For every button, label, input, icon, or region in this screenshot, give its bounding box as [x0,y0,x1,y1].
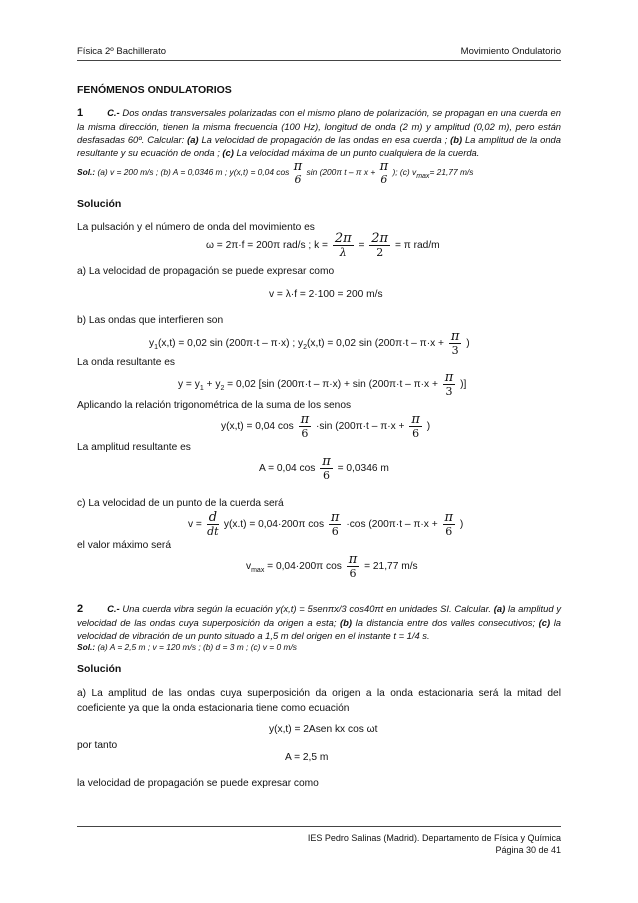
equation-text: (x,t) = 0,02 sin (200π·t – π·x + [307,338,444,350]
solution-text: c) La velocidad de un punto de la cuerda será [77,498,284,509]
equation-trig [221,413,430,440]
equation-text: ω = 2π·f = 200π rad/s ; k = [206,240,328,252]
answers-text: (a) v = 200 m/s ; (b) A = 0,0346 m ; y(x,t) = 0,04 cos [95,167,290,178]
denominator: dt [207,525,219,538]
denominator: 3 [451,344,459,357]
solution-text: a) La velocidad de propagación se puede expresar como [77,266,335,277]
equation-text: ) [466,338,470,350]
equation-text: y = y [178,379,200,391]
solution-text: La amplitud resultante es [77,442,191,453]
answers-label: Sol.: [77,642,96,652]
fraction [409,413,422,440]
solution-heading-1: Solución [77,198,122,210]
equation-text: = 21,77 m/s [364,561,418,573]
equation-text: y(x.t) = 0,04·200π cos [223,519,325,531]
equation-stationary: y(x,t) = 2Asen kx cos ωt [269,724,378,735]
header-right: Movimiento Ondulatorio [460,46,561,57]
fraction [347,553,360,580]
subscript: 1 [154,344,158,352]
numerator: 2π [371,231,389,246]
part-label: (a) [493,603,506,614]
denominator: 6 [294,173,302,186]
problem-prefix: C.- [107,107,120,118]
equation-text: v = [188,519,202,531]
subscript: 1 [199,385,204,393]
section-title: FENÓMENOS ONDULATORIOS [77,84,232,96]
problem-2-answers [77,642,297,652]
equation-text: ) [426,421,431,433]
footer-page-number: Página 30 de 41 [495,845,561,855]
problem-1-answers [77,160,473,186]
answers-text: ); (c) v [392,167,417,178]
equation-text: )] [460,379,467,391]
part-label: (a) [187,134,199,145]
solution-text: el valor máximo será [77,540,171,551]
subscript: max [251,567,265,575]
fraction [294,160,303,186]
numerator: π [348,552,358,567]
solution-heading-2: Solución [77,663,122,675]
problem-text: La velocidad máxima de un punto cualquiera de la cuerda. [233,147,480,158]
equation-amplitude-2: A = 2,5 m [285,752,329,763]
equation-amplitude [259,455,389,482]
problem-text: La amplitud de la onda resultante y su ecuación de onda ; [77,134,561,158]
denominator: 6 [322,469,330,482]
equation-text: = 0,0346 m [337,463,389,475]
part-label: (c) [222,147,234,158]
solution-text: b) Las ondas que interfieren son [77,315,224,326]
denominator: 6 [301,427,309,440]
equation-interfering-waves [149,330,470,357]
equation-text: y(x,t) = 0,04 cos [221,421,294,433]
answers-text: (a) A = 2,5 m ; v = 120 m/s ; (b) d = 3 m ; (c) v = 0 m/s [95,642,297,652]
solution-text: Aplicando la relación trigonométrica de la suma de los senos [77,400,352,411]
equation-text: + y [203,379,221,391]
answers-label: Sol.: [77,167,96,178]
equation-text: = [358,240,365,252]
numerator: π [411,412,420,427]
denominator: 6 [412,427,420,440]
denominator: 6 [349,567,357,580]
denominator: λ [339,246,347,259]
subscript: 2 [220,385,225,393]
numerator: π [444,370,454,385]
equation-text: ·cos (200π·t – π·x + [346,519,438,531]
denominator: 3 [445,385,453,398]
denominator: 6 [331,525,339,538]
subscript: 2 [303,344,308,352]
denominator: 2 [376,246,384,259]
equation-text: ) [459,519,464,531]
equation-max-velocity [246,553,418,580]
fraction [380,160,389,186]
equation-text: A = 0,04 cos [259,463,316,475]
numerator: π [322,454,331,469]
fraction [333,232,354,259]
problem-text: Dos ondas transversales polarizadas con el mismo plano de polarización, se propagan en una cuerda en la misma dirección, tienen la misma frecuencia (100 Hz), longitud de onda (2 m) y amplitud (0,02 m), pero están desfasadas 60º. Calcular: [77,107,561,145]
part-label: (b) [450,134,463,145]
fraction [299,413,312,440]
equation-text: (x,t) = 0,02 sin (200π·t – π·x) ; y [158,338,304,350]
problem-prefix: C.- [107,603,120,614]
numerator: π [444,510,454,525]
problem-1-statement [77,106,561,159]
numerator: 2π [334,231,352,246]
header-left: Física 2º Bachillerato [77,46,167,57]
page-header [77,42,561,61]
problem-2-statement [77,602,561,642]
denominator: 6 [445,525,453,538]
numerator: π [450,329,460,344]
equation-point-velocity [188,511,463,538]
equation-text: ·sin (200π·t – π·x + [316,421,405,433]
numerator: π [293,159,303,174]
answers-text: sin (200π t – π x + [306,167,376,178]
fraction [443,371,456,398]
fraction [369,232,390,259]
numerator: d [208,510,218,525]
equation-text: v [246,561,252,573]
denominator: 6 [380,173,388,186]
problem-number: 1 [77,107,84,119]
solution-text: por tanto [77,740,118,751]
equation-text: = π rad/m [394,240,440,252]
equation-velocity: v = λ·f = 2·100 = 200 m/s [269,289,383,300]
part-label: (b) [340,617,353,628]
problem-text: La velocidad de propagación de las ondas en esa cuerda ; [198,134,451,145]
equation-omega-k [206,232,440,259]
problem-number: 2 [77,603,84,615]
problem-text: la amplitud y velocidad de las ondas cuya superposición da origen a esta; [77,603,562,628]
numerator: π [300,412,310,427]
subscript: max [416,172,430,180]
equation-text: = 0,04·200π cos [264,561,342,573]
equation-resultant [178,371,466,398]
solution-text: La onda resultante es [77,357,175,368]
solution-text: a) La amplitud de las ondas cuya superposición da origen a la onda estacionaria será la mitad del coeficiente ya que la onda estacionaria tiene como ecuación [77,688,561,714]
problem-text: la velocidad de vibración de un punto situado a 1,5 m del origen en el instante t = 1/4 s. [77,617,561,641]
solution-text: La pulsación y el número de onda del movimiento es [77,222,315,233]
numerator: π [330,510,340,525]
fraction [320,455,333,482]
answers-text: = 21,77 m/s [429,167,474,178]
footer-institution: IES Pedro Salinas (Madrid). Departamento de Física y Química [307,833,561,843]
solution-text: la velocidad de propagación se puede expresar como [77,778,319,789]
page-footer [77,826,561,855]
equation-text: = 0,02 [sin (200π·t – π·x) + sin (200π·t – π·x + [224,379,438,391]
fraction [207,511,219,538]
problem-text: la distancia entre dos valles consecutivos; [352,617,539,628]
equation-text: y [149,338,155,350]
numerator: π [379,159,389,174]
fraction [329,511,342,538]
fraction [443,511,456,538]
part-label: (c) [538,617,551,628]
problem-text: Una cuerda vibra según la ecuación y(x,t) = 5senπx/3 cos40πt en unidades SI. Calcular. [119,603,494,614]
fraction [449,330,462,357]
